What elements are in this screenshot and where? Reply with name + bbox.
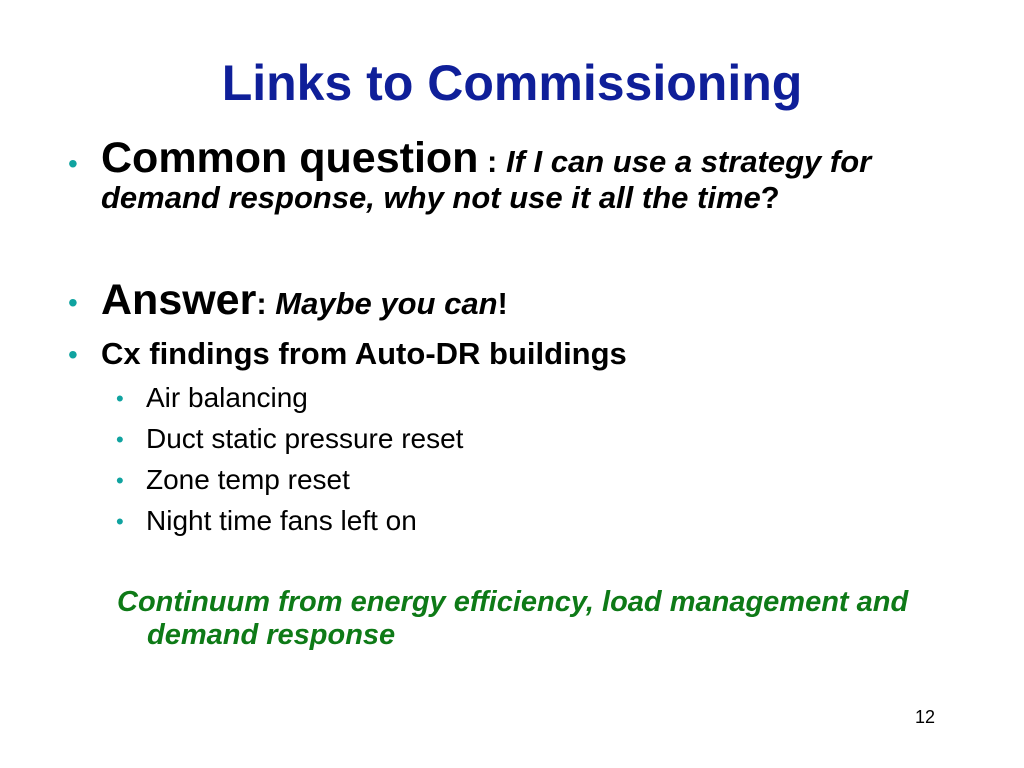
continuum-note: Continuum from energy efficiency, load management and demand response: [117, 586, 909, 651]
bullet-dot-icon: •: [68, 287, 78, 318]
slide-title: Links to Commissioning: [221, 55, 803, 111]
bullet-lead-common-question: Common question: [101, 134, 479, 182]
bullet-tail: ?: [760, 180, 780, 215]
sub-bullet-text: Night time fans left on: [146, 505, 417, 536]
bullet-italic-answer: Maybe you can: [275, 286, 498, 321]
sub-bullet-dot-icon: •: [116, 509, 124, 534]
bullet-dot-icon: •: [68, 148, 78, 179]
bullet-text-cx-findings: Cx findings from Auto-DR buildings: [101, 336, 627, 371]
bullet-common-question: [68, 134, 971, 216]
sub-bullet-text: Zone temp reset: [146, 464, 350, 495]
bullet-answer: [68, 275, 971, 329]
sub-bullet-dot-icon: •: [116, 427, 124, 452]
bullet-dot-icon: •: [68, 339, 78, 370]
bullet-lead-answer: Answer: [101, 276, 257, 324]
sub-bullet-item: [116, 503, 746, 544]
bullet-tail: !: [497, 286, 508, 321]
bullet-separator: :: [478, 144, 506, 179]
sub-bullet-dot-icon: •: [116, 386, 124, 411]
bullet-italic-question: If I can use a strategy for demand response, why not use it all the time: [101, 144, 872, 215]
bullet-cx-findings: [68, 336, 971, 372]
bullet-separator: :: [256, 286, 276, 321]
sub-bullet-list: [116, 380, 746, 544]
page-number: 12: [914, 707, 936, 727]
sub-bullet-dot-icon: •: [116, 468, 124, 493]
sub-bullet-text: Duct static pressure reset: [146, 423, 464, 454]
sub-bullet-item: [116, 462, 746, 503]
sub-bullet-item: [116, 421, 746, 462]
sub-bullet-item: [116, 380, 746, 421]
sub-bullet-text: Air balancing: [146, 382, 308, 413]
